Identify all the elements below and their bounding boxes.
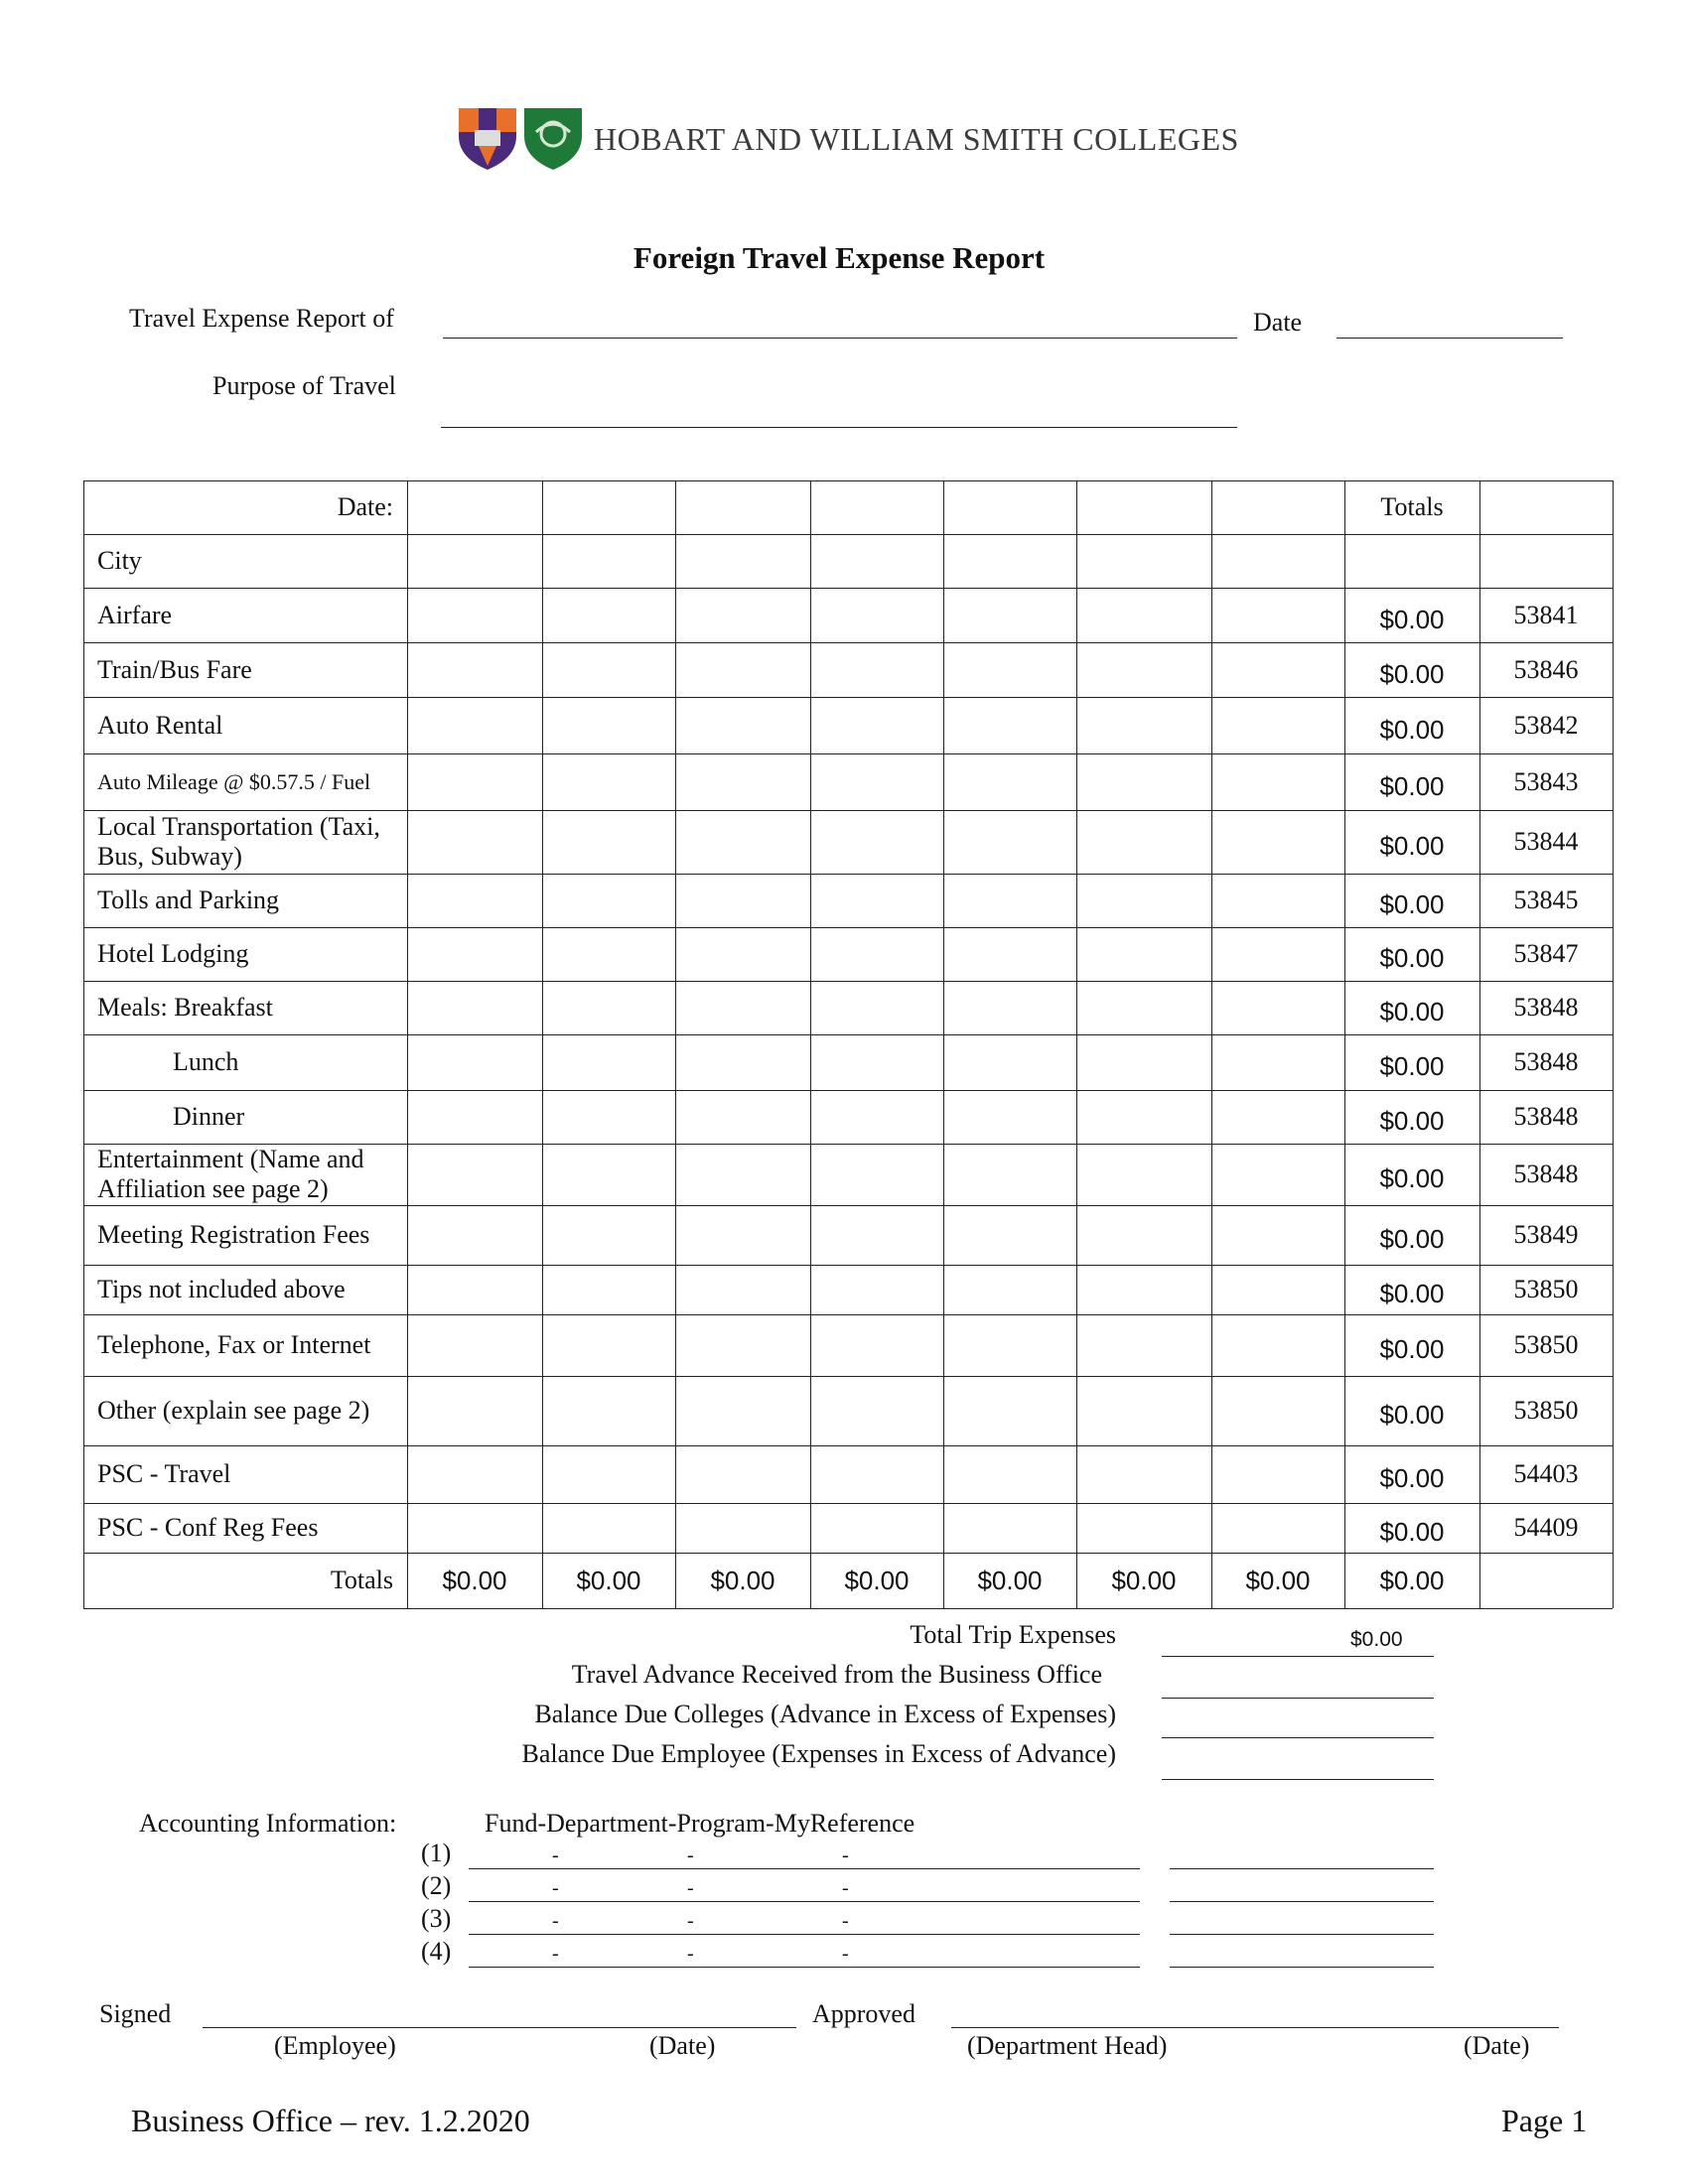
- date-cell[interactable]: [1076, 480, 1211, 534]
- expense-cell[interactable]: [675, 1205, 810, 1265]
- expense-row-label: Auto Mileage @ $0.57.5 / Fuel: [97, 768, 371, 794]
- expense-row-label: PSC - Conf Reg Fees: [97, 1513, 319, 1542]
- expense-cell[interactable]: [1076, 1503, 1211, 1553]
- column-total: $0.00: [844, 1566, 910, 1595]
- expense-cell[interactable]: [1076, 927, 1211, 981]
- accounting-amount-field[interactable]: [1170, 1868, 1434, 1869]
- expense-cell[interactable]: [943, 810, 1076, 874]
- expense-cell[interactable]: [407, 1503, 542, 1553]
- account-number: 53849: [1513, 1220, 1579, 1249]
- total-trip-label: Total Trip Expenses: [910, 1620, 1116, 1649]
- table-hline: [83, 1608, 1613, 1609]
- row-total: $0.00: [1379, 1051, 1445, 1081]
- expense-cell[interactable]: [810, 981, 943, 1034]
- expense-cell[interactable]: [1076, 1445, 1211, 1503]
- expense-cell[interactable]: [1211, 753, 1344, 810]
- date-cell[interactable]: [542, 480, 675, 534]
- expense-cell[interactable]: [1211, 810, 1344, 874]
- expense-cell[interactable]: [810, 1445, 943, 1503]
- expense-table: [83, 480, 1613, 1608]
- row-total: $0.00: [1379, 1517, 1445, 1547]
- expense-cell[interactable]: [407, 1265, 542, 1314]
- expense-row-label: Auto Rental: [97, 710, 223, 740]
- column-total: $0.00: [710, 1566, 775, 1595]
- totals-row-label: Totals: [330, 1566, 393, 1594]
- approval-date-caption: (Date): [1464, 2031, 1530, 2060]
- expense-cell[interactable]: [407, 1376, 542, 1445]
- accounting-line-number: (3): [421, 1904, 452, 1933]
- expense-cell[interactable]: [542, 1034, 675, 1090]
- grand-total: $0.00: [1379, 1566, 1445, 1595]
- purple-shield-icon: [457, 106, 518, 172]
- row-total: $0.00: [1379, 1163, 1445, 1193]
- expense-cell[interactable]: [675, 810, 810, 874]
- account-number: 53847: [1513, 939, 1579, 968]
- accounting-separator: -: [552, 1943, 559, 1965]
- row-total: $0.00: [1379, 770, 1445, 801]
- row-total: $0.00: [1379, 1106, 1445, 1136]
- expense-cell[interactable]: [810, 753, 943, 810]
- expense-cell[interactable]: [407, 697, 542, 753]
- city-cell[interactable]: [675, 534, 810, 588]
- expense-cell[interactable]: [542, 927, 675, 981]
- expense-cell[interactable]: [810, 1144, 943, 1205]
- expense-cell[interactable]: [675, 1034, 810, 1090]
- expense-cell[interactable]: [943, 1090, 1076, 1144]
- expense-cell[interactable]: [810, 1503, 943, 1553]
- purpose-label: Purpose of Travel: [212, 371, 396, 400]
- expense-cell[interactable]: [407, 981, 542, 1034]
- expense-cell[interactable]: [407, 1445, 542, 1503]
- page-number: Page 1: [1501, 2103, 1588, 2138]
- date-header: Date:: [337, 492, 393, 521]
- expense-cell[interactable]: [1211, 1503, 1344, 1553]
- expense-cell[interactable]: [542, 1376, 675, 1445]
- employee-date-caption: (Date): [649, 2031, 716, 2060]
- approved-label: Approved: [812, 1999, 915, 2028]
- expense-cell[interactable]: [675, 1314, 810, 1376]
- row-total: $0.00: [1379, 604, 1445, 634]
- expense-cell[interactable]: [675, 1265, 810, 1314]
- balance-colleges-label: Balance Due Colleges (Advance in Excess of Expenses): [534, 1700, 1116, 1728]
- city-cell[interactable]: [407, 534, 542, 588]
- account-number: 54409: [1513, 1513, 1579, 1542]
- college-logo: [457, 103, 1239, 175]
- expense-cell[interactable]: [943, 642, 1076, 697]
- expense-cell[interactable]: [943, 874, 1076, 927]
- accounting-line-number: (2): [421, 1871, 452, 1900]
- expense-cell[interactable]: [542, 1314, 675, 1376]
- accounting-line-number: (4): [421, 1937, 452, 1966]
- total-trip-line: [1162, 1656, 1434, 1657]
- expense-row-label: Tolls and Parking: [97, 886, 280, 914]
- expense-cell[interactable]: [810, 1205, 943, 1265]
- account-number: 53848: [1513, 1047, 1579, 1076]
- date-cell[interactable]: [810, 480, 943, 534]
- expense-cell[interactable]: [407, 753, 542, 810]
- column-total: $0.00: [1111, 1566, 1177, 1595]
- expense-cell[interactable]: [1076, 753, 1211, 810]
- expense-cell[interactable]: [810, 927, 943, 981]
- accounting-separator: -: [687, 1910, 694, 1932]
- row-total: $0.00: [1379, 1400, 1445, 1430]
- date-cell[interactable]: [675, 480, 810, 534]
- expense-cell[interactable]: [1076, 1376, 1211, 1445]
- expense-cell[interactable]: [542, 588, 675, 642]
- totals-header: Totals: [1380, 492, 1444, 521]
- expense-cell[interactable]: [675, 588, 810, 642]
- account-number: 54403: [1513, 1459, 1579, 1488]
- expense-cell[interactable]: [810, 697, 943, 753]
- accounting-code-field[interactable]: [469, 1868, 1140, 1869]
- accounting-amount-field[interactable]: [1170, 1901, 1434, 1902]
- accounting-code-field[interactable]: [469, 1901, 1140, 1902]
- expense-row-label: Other (explain see page 2): [97, 1396, 370, 1425]
- accounting-separator: -: [687, 1877, 694, 1899]
- expense-cell[interactable]: [810, 1376, 943, 1445]
- accounting-code-field[interactable]: [469, 1934, 1140, 1935]
- expense-cell[interactable]: [675, 1144, 810, 1205]
- city-cell[interactable]: [1211, 534, 1344, 588]
- expense-cell[interactable]: [810, 810, 943, 874]
- expense-cell[interactable]: [1211, 1314, 1344, 1376]
- accounting-separator: -: [842, 1844, 849, 1866]
- column-total: $0.00: [442, 1566, 507, 1595]
- row-total: $0.00: [1379, 943, 1445, 973]
- expense-cell[interactable]: [1211, 927, 1344, 981]
- expense-cell[interactable]: [407, 1205, 542, 1265]
- expense-cell[interactable]: [1211, 642, 1344, 697]
- total-trip-value: $0.00: [1350, 1628, 1403, 1651]
- accounting-amount-field[interactable]: [1170, 1934, 1434, 1935]
- expense-cell[interactable]: [542, 1205, 675, 1265]
- expense-cell[interactable]: [407, 642, 542, 697]
- account-number: 53845: [1513, 886, 1579, 914]
- expense-cell[interactable]: [542, 697, 675, 753]
- expense-cell[interactable]: [542, 1265, 675, 1314]
- expense-cell[interactable]: [407, 1034, 542, 1090]
- report-of-field[interactable]: [443, 338, 1237, 339]
- accounting-separator: -: [842, 1910, 849, 1932]
- accounting-separator: -: [687, 1943, 694, 1965]
- expense-cell[interactable]: [1076, 697, 1211, 753]
- expense-cell[interactable]: [1211, 1090, 1344, 1144]
- account-number: 53841: [1513, 600, 1579, 629]
- expense-row-label: Lunch: [173, 1047, 239, 1076]
- expense-row-label: Local Transportation (Taxi, Bus, Subway): [97, 812, 380, 871]
- row-total: $0.00: [1379, 889, 1445, 919]
- row-total: $0.00: [1379, 1463, 1445, 1493]
- accounting-separator: -: [552, 1910, 559, 1932]
- expense-row-label: Airfare: [97, 600, 173, 629]
- expense-cell[interactable]: [943, 1265, 1076, 1314]
- city-cell[interactable]: [943, 534, 1076, 588]
- account-number: 53844: [1513, 827, 1579, 856]
- balance-employee-field[interactable]: [1162, 1779, 1434, 1780]
- expense-cell[interactable]: [810, 874, 943, 927]
- expense-cell[interactable]: [675, 874, 810, 927]
- account-number: 53850: [1513, 1396, 1579, 1425]
- expense-cell[interactable]: [407, 1144, 542, 1205]
- advance-label: Travel Advance Received from the Business Office: [571, 1660, 1102, 1689]
- expense-row-label: Train/Bus Fare: [97, 654, 252, 684]
- expense-cell[interactable]: [943, 1445, 1076, 1503]
- account-number: 53843: [1513, 766, 1579, 796]
- column-total: $0.00: [977, 1566, 1043, 1595]
- college-name: HOBART AND WILLIAM SMITH COLLEGES: [594, 120, 1239, 157]
- expense-cell[interactable]: [1076, 1144, 1211, 1205]
- expense-cell[interactable]: [675, 1503, 810, 1553]
- account-number: 53846: [1513, 654, 1579, 684]
- expense-cell[interactable]: [1076, 810, 1211, 874]
- row-total: $0.00: [1379, 831, 1445, 861]
- row-total: $0.00: [1379, 714, 1445, 745]
- balance-colleges-field[interactable]: [1162, 1737, 1434, 1738]
- expense-cell[interactable]: [542, 981, 675, 1034]
- expense-cell[interactable]: [1076, 1034, 1211, 1090]
- expense-cell[interactable]: [1211, 1034, 1344, 1090]
- expense-cell[interactable]: [407, 927, 542, 981]
- account-number: 53848: [1513, 1160, 1579, 1188]
- advance-field[interactable]: [1162, 1698, 1434, 1699]
- city-cell[interactable]: [542, 534, 675, 588]
- expense-cell[interactable]: [943, 981, 1076, 1034]
- balance-employee-label: Balance Due Employee (Expenses in Excess of Advance): [521, 1739, 1116, 1768]
- expense-cell[interactable]: [542, 1445, 675, 1503]
- expense-cell[interactable]: [542, 753, 675, 810]
- expense-cell[interactable]: [675, 697, 810, 753]
- expense-row-label: Meeting Registration Fees: [97, 1220, 370, 1249]
- expense-cell[interactable]: [675, 753, 810, 810]
- expense-cell[interactable]: [943, 1503, 1076, 1553]
- dept-head-signature-field[interactable]: [951, 2027, 1559, 2028]
- account-number: 53842: [1513, 710, 1579, 740]
- expense-cell[interactable]: [1211, 1445, 1344, 1503]
- accounting-separator: -: [552, 1877, 559, 1899]
- expense-cell[interactable]: [943, 1144, 1076, 1205]
- expense-cell[interactable]: [1076, 1205, 1211, 1265]
- accounting-separator: -: [687, 1844, 694, 1866]
- expense-cell[interactable]: [542, 1503, 675, 1553]
- signed-label: Signed: [99, 1999, 172, 2028]
- expense-cell[interactable]: [675, 642, 810, 697]
- date-field[interactable]: [1336, 338, 1563, 339]
- expense-cell[interactable]: [810, 1090, 943, 1144]
- expense-cell[interactable]: [1211, 697, 1344, 753]
- city-cell[interactable]: [810, 534, 943, 588]
- dept-head-caption: (Department Head): [967, 2031, 1168, 2060]
- expense-cell[interactable]: [810, 588, 943, 642]
- city-cell[interactable]: [1076, 534, 1211, 588]
- row-total: $0.00: [1379, 658, 1445, 689]
- accounting-line-number: (1): [421, 1839, 452, 1867]
- expense-cell[interactable]: [1211, 1265, 1344, 1314]
- expense-cell[interactable]: [542, 1144, 675, 1205]
- row-total: $0.00: [1379, 997, 1445, 1026]
- accounting-separator: -: [842, 1943, 849, 1965]
- column-total: $0.00: [576, 1566, 641, 1595]
- expense-cell[interactable]: [943, 927, 1076, 981]
- expense-row-label: PSC - Travel: [97, 1459, 231, 1488]
- expense-cell[interactable]: [407, 1090, 542, 1144]
- row-total: $0.00: [1379, 1334, 1445, 1364]
- accounting-separator: -: [842, 1877, 849, 1899]
- expense-cell[interactable]: [542, 642, 675, 697]
- date-cell[interactable]: [1211, 480, 1344, 534]
- expense-cell[interactable]: [675, 981, 810, 1034]
- expense-row-label: Tips not included above: [97, 1275, 346, 1303]
- date-label: Date: [1253, 308, 1303, 337]
- expense-cell[interactable]: [1076, 874, 1211, 927]
- account-number: 53850: [1513, 1330, 1579, 1359]
- account-number: 53850: [1513, 1275, 1579, 1303]
- row-total: $0.00: [1379, 1224, 1445, 1254]
- green-shield-icon: [522, 106, 584, 172]
- expense-cell[interactable]: [1211, 588, 1344, 642]
- date-cell[interactable]: [943, 480, 1076, 534]
- date-cell[interactable]: [407, 480, 542, 534]
- expense-cell[interactable]: [1076, 1314, 1211, 1376]
- expense-cell[interactable]: [1076, 642, 1211, 697]
- expense-row-label: Telephone, Fax or Internet: [97, 1330, 371, 1359]
- accounting-format: Fund-Department-Program-MyReference: [485, 1809, 915, 1838]
- footer-revision: Business Office – rev. 1.2.2020: [131, 2103, 530, 2138]
- report-of-label: Travel Expense Report of: [129, 304, 394, 333]
- expense-cell[interactable]: [810, 1265, 943, 1314]
- expense-cell[interactable]: [943, 1376, 1076, 1445]
- expense-cell[interactable]: [810, 642, 943, 697]
- expense-cell[interactable]: [810, 1314, 943, 1376]
- expense-cell[interactable]: [1076, 1090, 1211, 1144]
- expense-cell[interactable]: [943, 697, 1076, 753]
- expense-cell[interactable]: [407, 874, 542, 927]
- expense-cell[interactable]: [1211, 1205, 1344, 1265]
- employee-caption: (Employee): [274, 2031, 396, 2060]
- expense-cell[interactable]: [1211, 874, 1344, 927]
- purpose-field[interactable]: [441, 427, 1237, 428]
- city-label: City: [97, 546, 142, 575]
- expense-row-label: Entertainment (Name and Affiliation see page 2): [97, 1145, 364, 1203]
- accounting-separator: -: [552, 1844, 559, 1866]
- expense-cell[interactable]: [1076, 1265, 1211, 1314]
- expense-cell[interactable]: [1211, 1144, 1344, 1205]
- expense-cell[interactable]: [407, 588, 542, 642]
- employee-signature-field[interactable]: [203, 2027, 796, 2028]
- expense-cell[interactable]: [675, 1445, 810, 1503]
- expense-cell[interactable]: [675, 1376, 810, 1445]
- expense-cell[interactable]: [810, 1034, 943, 1090]
- expense-cell[interactable]: [542, 1090, 675, 1144]
- expense-cell[interactable]: [1211, 981, 1344, 1034]
- page-title: Foreign Travel Expense Report: [633, 240, 1046, 275]
- expense-cell[interactable]: [943, 753, 1076, 810]
- table-vline: [1613, 480, 1614, 1608]
- expense-cell[interactable]: [1076, 588, 1211, 642]
- expense-cell[interactable]: [675, 927, 810, 981]
- accounting-code-field[interactable]: [469, 1967, 1140, 1968]
- accounting-amount-field[interactable]: [1170, 1967, 1434, 1968]
- expense-cell[interactable]: [1211, 1376, 1344, 1445]
- expense-row-label: Meals: Breakfast: [97, 993, 273, 1022]
- expense-row-label: Hotel Lodging: [97, 939, 249, 968]
- accounting-label: Accounting Information:: [139, 1809, 397, 1838]
- expense-cell[interactable]: [675, 1090, 810, 1144]
- expense-cell[interactable]: [407, 1314, 542, 1376]
- expense-cell[interactable]: [542, 810, 675, 874]
- account-number: 53848: [1513, 993, 1579, 1022]
- expense-cell[interactable]: [943, 1205, 1076, 1265]
- column-total: $0.00: [1245, 1566, 1311, 1595]
- row-total: $0.00: [1379, 1279, 1445, 1308]
- account-number: 53848: [1513, 1102, 1579, 1131]
- expense-cell[interactable]: [407, 810, 542, 874]
- expense-cell[interactable]: [943, 1034, 1076, 1090]
- expense-row-label: Dinner: [173, 1102, 245, 1131]
- expense-cell[interactable]: [943, 1314, 1076, 1376]
- expense-cell[interactable]: [943, 588, 1076, 642]
- expense-cell[interactable]: [542, 874, 675, 927]
- expense-cell[interactable]: [1076, 981, 1211, 1034]
